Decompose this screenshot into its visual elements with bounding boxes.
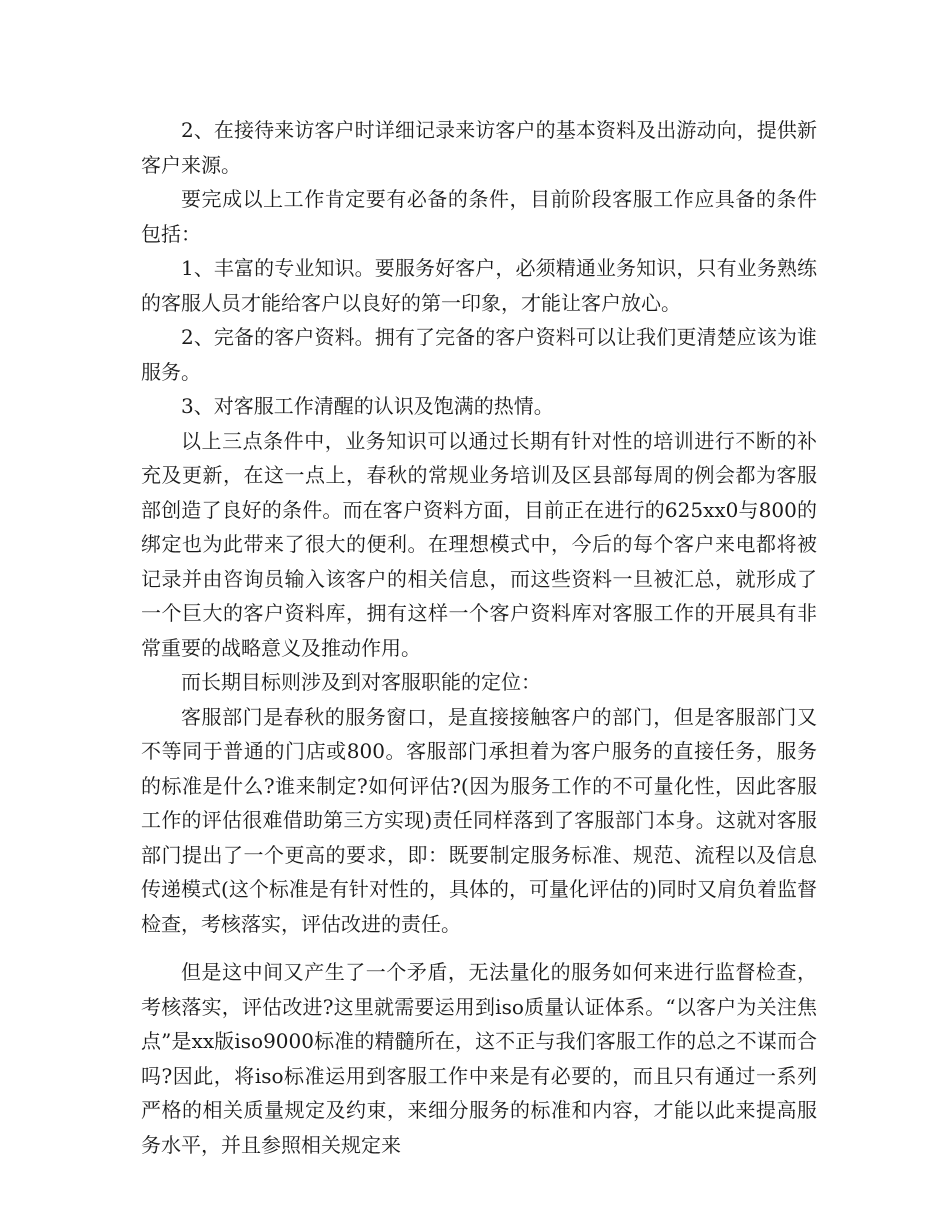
paragraph-4: 2、完备的客户资料。拥有了完备的客户资料可以让我们更清楚应该为谁服务。	[141, 325, 817, 384]
paragraph-5: 3、对客服工作清醒的认识及饱满的热情。	[181, 394, 554, 418]
paragraph-8: 客服部门是春秋的服务窗口，是直接接触客户的部门，但是客服部门又不等同于普通的门店或800。客服部门承担着为客户服务的直接任务，服务的标准是什么?谁来制定?如何评估?(因为服务工作的不可量化性，因此客服工作的评估很难借助第三方实现)责任同样落到了客服部门本身。这就对客服部门提出了一个更高的要求，即：既要制定服务标准、规范、流程以及信息传递模式(这个标准是有针对性的，具体的，可量化评估的)同时又肩负着监督检查，考核落实，评估改进的责任。	[141, 704, 817, 936]
paragraph-3: 1、丰富的专业知识。要服务好客户，必须精通业务知识，只有业务熟练的客服人员才能给客户以良好的第一印象，才能让客户放心。	[141, 256, 817, 315]
paragraph-2: 要完成以上工作肯定要有必备的条件，目前阶段客服工作应具备的条件包括：	[141, 187, 817, 246]
paragraph-7: 而长期目标则涉及到对客服职能的定位：	[181, 670, 541, 694]
document-body	[141, 113, 817, 1162]
paragraph-6: 以上三点条件中，业务知识可以通过长期有针对性的培训进行不断的补充及更新，在这一点上，春秋的常规业务培训及区县部每周的例会都为客服部创造了良好的条件。而在客户资料方面，目前正在进行的625xx0与800的绑定也为此带来了很大的便利。在理想模式中，今后的每个客户来电都将被记录并由咨询员输入该客户的相关信息，而这些资料一旦被汇总，就形成了一个巨大的客户资料库，拥有这样一个客户资料库对客服工作的开展具有非常重要的战略意义及推动作用。	[141, 428, 817, 660]
paragraph-1: 2、在接待来访客户时详细记录来访客户的基本资料及出游动向，提供新客户来源。	[141, 118, 817, 177]
paragraph-9: 但是这中间又产生了一个矛盾，无法量化的服务如何来进行监督检查，考核落实，评估改进?这里就需要运用到iso质量认证体系。“以客户为关注焦点”是xx版iso9000标准的精髓所在，这不正与我们客服工作的总之不谋而合吗?因此，将iso标准运用到客服工作中来是有必要的，而且只有通过一系列严格的相关质量规定及约束，来细分服务的标准和内容，才能以此来提高服务水平，并且参照相关规定来	[141, 960, 817, 1157]
